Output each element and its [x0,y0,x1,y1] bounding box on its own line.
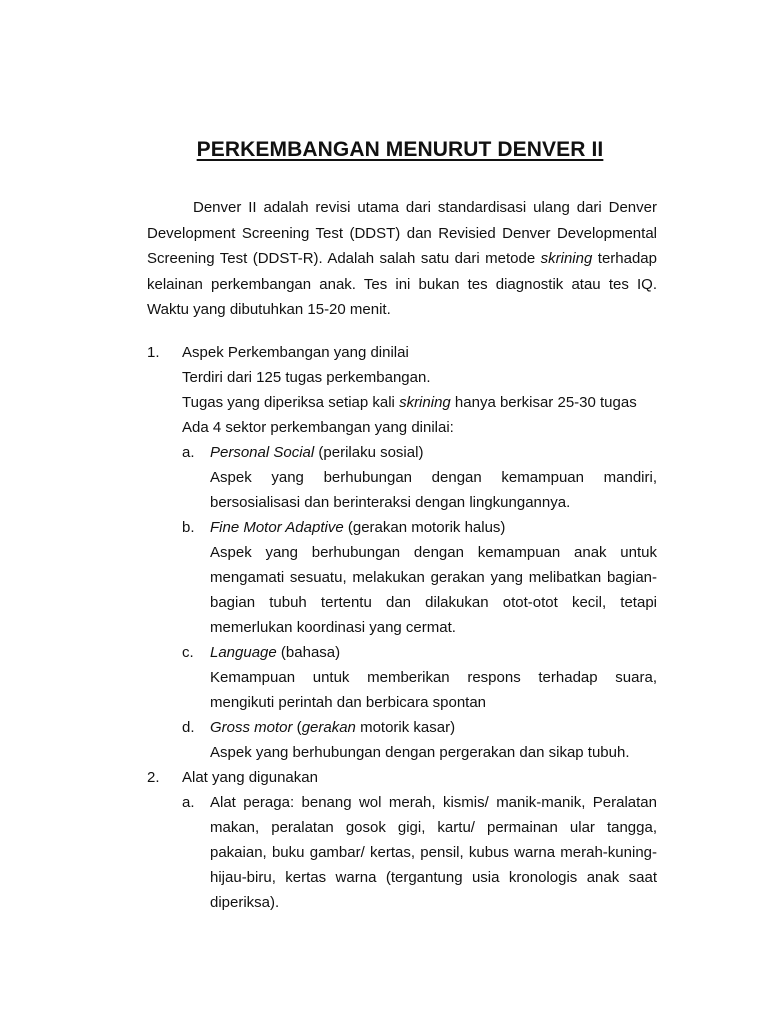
item-emphasis: skrining [399,394,451,411]
sub-letter: c. [182,644,194,661]
sub-item-b [182,515,657,640]
sub-description: Kemampuan untuk memberikan respons terhadap suara, mengikuti perintah dan berbicara spontan [210,669,657,711]
sub-title: Fine Motor Adaptive (gerakan motorik halus) [210,519,506,536]
intro-emphasis: skrining [540,250,593,267]
sub-letter: b. [182,519,195,536]
sub-item-a [182,440,657,515]
page-title: PERKEMBANGAN MENURUT DENVER II [196,138,604,161]
item-heading: Alat yang digunakan [182,769,318,786]
intro-text-2: terhadap kelainan perkembangan anak. Tes ini bukan tes diagnostik atau tes IQ. Waktu yang dibutuhkan 15-20 menit. [147,250,657,318]
sub-title: Personal Social (perilaku sosial) [210,444,424,461]
sub-letter: d. [182,719,195,736]
sub-description: Aspek yang berhubungan dengan kemampuan anak untuk mengamati sesuatu, melakukan gerakan yang melibatkan bagian-bagian tubuh tertentu dan dilakukan otot-otot kecil, tetapi memerlukan koordinasi yang cermat. [210,544,657,636]
sub-letter: a. [182,794,195,811]
intro-text-1: Denver II adalah revisi utama dari standardisasi ulang dari Denver Development Screening Test (DDST) dan Revisied Denver Developmental Screening Test (DDST-R). Adalah salah satu dari metode [147,199,657,267]
sub-description: Aspek yang berhubungan dengan kemampuan mandiri, bersosialisasi dan berinteraksi dengan lingkungannya. [210,469,657,511]
numbered-list [147,340,657,915]
sub-item-d [182,715,657,765]
sub-description: Aspek yang berhubungan dengan pergerakan dan sikap tubuh. [210,744,630,761]
intro-paragraph [147,195,657,323]
list-number: 2. [147,769,160,786]
item-heading: Aspek Perkembangan yang dinilai [182,344,409,361]
list-item-2 [147,765,657,915]
sub-letter: a. [182,444,195,461]
list-item-1 [147,340,657,765]
item-line: Ada 4 sektor perkembangan yang dinilai: [182,419,454,436]
sub-description: Alat peraga: benang wol merah, kismis/ manik-manik, Peralatan makan, peralatan gosok gigi, kartu/ permainan ular tangga, pakaian, buku gambar/ kertas, pensil, kubus warna merah-kuning-hijau-biru, kertas warna (tergantung usia kronologis anak saat diperiksa). [210,794,657,911]
list-number: 1. [147,344,160,361]
sub-title: Gross motor (gerakan motorik kasar) [210,719,456,736]
item-line: Terdiri dari 125 tugas perkembangan. [182,369,431,386]
sub-title: Language (bahasa) [210,644,341,661]
sub-item-a [182,790,657,915]
sub-item-c [182,640,657,715]
item-line: Tugas yang diperiksa setiap kali skrining hanya berkisar 25-30 tugas [182,394,637,411]
